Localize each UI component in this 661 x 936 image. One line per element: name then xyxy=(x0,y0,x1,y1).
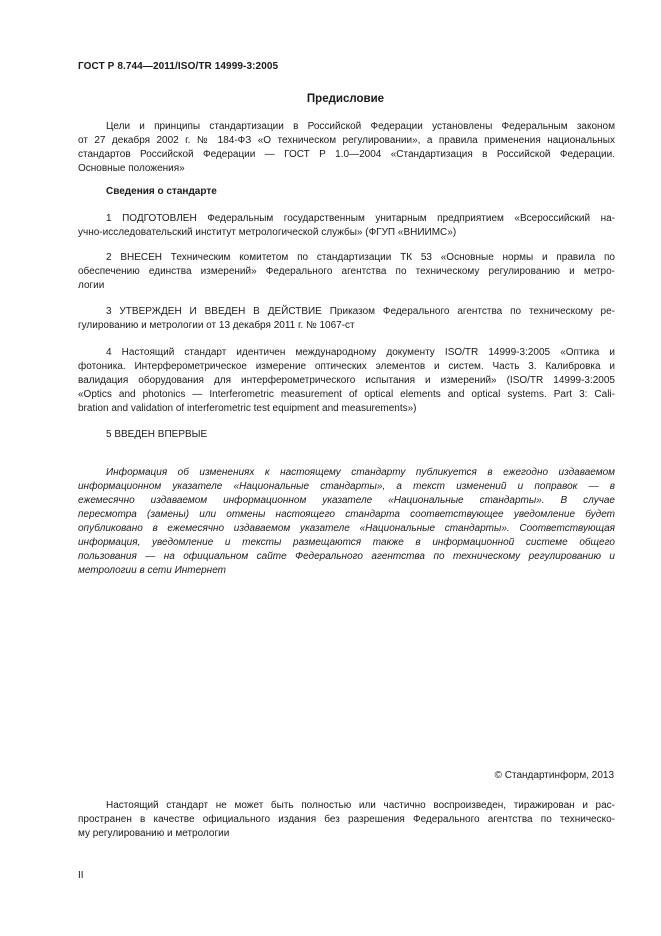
text-line: стандартов Российской Федерации — ГОСТ Р 1.0—2004 «Стандартизация в Российской Федерации. xyxy=(78,149,615,160)
text-line: Цели и принципы стандартизации в Российской Федерации установлены Федеральным законом xyxy=(106,121,615,132)
document-id-header: ГОСТ Р 8.744—2011/ISO/TR 14999-3:2005 xyxy=(78,61,279,72)
text-line: Основные положения» xyxy=(78,163,185,174)
info-item-4 xyxy=(78,346,615,416)
text-line: 3 УТВЕРЖДЕН И ВВЕДЕН В ДЕЙСТВИЕ Приказом Федерального агентства по техническому ре- xyxy=(106,306,615,317)
text-line: 5 ВВЕДЕН ВПЕРВЫЕ xyxy=(106,429,208,440)
text-line: 4 Настоящий стандарт идентичен международному документу ISO/TR 14999-3:2005 «Оптика и xyxy=(106,347,615,358)
text-line: пересмотра (замены) или отмены настоящего стандарта соответствующее уведомление будет xyxy=(78,509,615,520)
text-line: учно-исследовательский институт метрологической службы» (ФГУП «ВНИИМС») xyxy=(78,227,457,238)
text-line: Информация об изменениях к настоящему стандарту публикуется в ежегодно издаваемом xyxy=(106,467,615,478)
reproduction-notice xyxy=(78,799,615,841)
text-line: логии xyxy=(78,280,105,291)
text-line: «Optics and photonics — Interferometric measurement of optical elements and optical systems. Part 3: Cali- xyxy=(78,389,615,400)
text-line: пространен в качестве официального издания без разрешения Федерального агентства по техническо- xyxy=(78,814,615,825)
page-number: II xyxy=(78,870,84,881)
info-item-5 xyxy=(78,428,615,442)
text-line: пользования — на официальном сайте Федерального агентства по техническому регулированию и xyxy=(78,551,615,562)
text-line: обеспечению единства измерений» Федерального агентства по техническому регулированию и метро- xyxy=(78,266,615,277)
text-line: информационном указателе «Национальные стандарты», а текст изменений и поправок — в xyxy=(78,481,615,492)
text-line: 2 ВНЕСЕН Техническим комитетом по стандартизации ТК 53 «Основные нормы и правила по xyxy=(106,252,615,263)
text-line: метрологии в сети Интернет xyxy=(78,565,226,576)
text-line: 1 ПОДГОТОВЛЕН Федеральным государственным унитарным предприятием «Всероссийский на- xyxy=(106,213,615,224)
text-line: валидация оборудования для интерферометрического испытания и измерений» (ISO/TR 14999-3:2005 xyxy=(78,375,615,386)
info-item-1 xyxy=(78,212,615,240)
text-line: Настоящий стандарт не может быть полностью или частично воспроизведен, тиражирован и рас- xyxy=(106,800,615,811)
info-item-3 xyxy=(78,305,615,333)
text-line: ежемесячно издаваемом информационном указателе «Национальные стандарты». В случае xyxy=(78,495,615,506)
info-item-2 xyxy=(78,251,615,293)
text-line: гулированию и метрологии от 13 декабря 2011 г. № 1067-ст xyxy=(78,320,355,331)
notice-paragraph xyxy=(78,466,615,578)
text-line: информация, уведомление и тексты размещаются также в информационной системе общего xyxy=(78,537,615,548)
text-line: опубликовано в ежемесячно издаваемом указателе «Национальные стандарты». Соответствующая xyxy=(78,523,615,534)
text-line: му регулированию и метрологии xyxy=(78,828,230,839)
copyright-text: © Стандартинформ, 2013 xyxy=(494,770,614,781)
intro-paragraph xyxy=(78,120,615,176)
text-line: фотоника. Интерферометрическое измерение оптических элементов и систем. Часть 3. Калибровка и xyxy=(78,361,615,372)
info-heading: Сведения о стандарте xyxy=(106,186,217,197)
text-line: от 27 декабря 2002 г. № 184-ФЗ «О техническом регулировании», а правила применения национальных xyxy=(78,135,615,146)
page-title: Предисловие xyxy=(306,93,385,105)
text-line: bration and validation of interferometric test equipment and measurements») xyxy=(78,403,417,414)
